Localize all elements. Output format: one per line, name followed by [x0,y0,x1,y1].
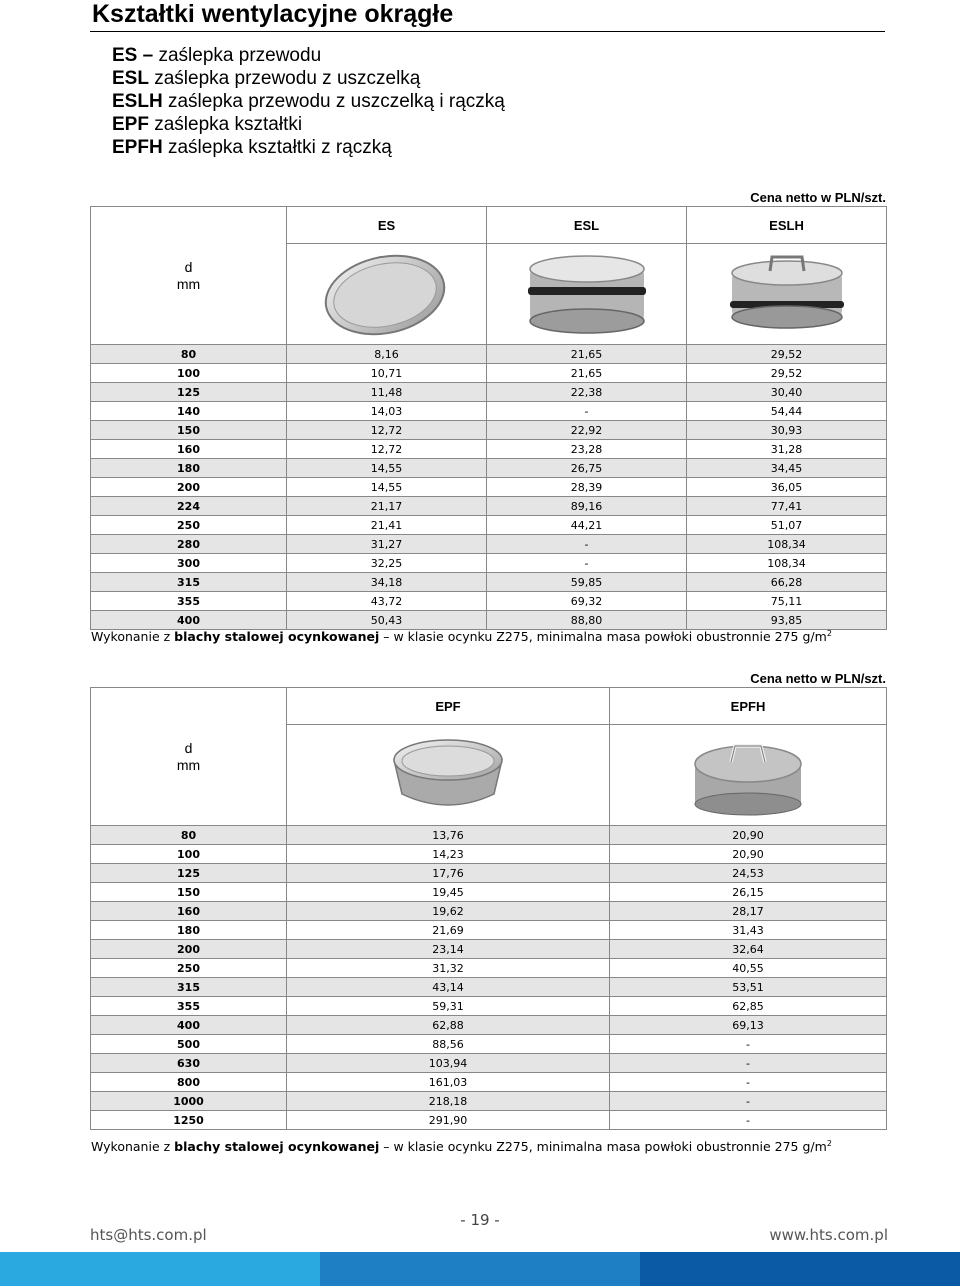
table-row [91,1016,887,1035]
price-cell: 28,39 [487,478,687,497]
table-row [91,402,887,421]
price-table-body [91,688,887,1130]
price-cell: - [487,554,687,573]
price-cell: 66,28 [687,573,887,592]
price-cell: 88,56 [287,1035,610,1054]
table-row [91,1035,887,1054]
price-cell: 32,64 [610,940,887,959]
legend-text: zaślepka przewodu z uszczelką i rączką [162,91,505,112]
table-row [91,1092,887,1111]
footer-color-bar [0,1252,960,1286]
esl-image-cell [487,244,687,345]
table-row [91,421,887,440]
footnote-bold: blachy stalowej ocynkowanej [174,629,380,645]
price-cell: 24,53 [610,864,887,883]
diameter-cell: 355 [91,592,287,611]
table-row [91,345,887,364]
legend-code: ESL [112,68,149,89]
price-cell: 17,76 [287,864,610,883]
table-row [91,978,887,997]
price-cell: - [487,402,687,421]
diameter-cell: 1250 [91,1111,287,1130]
column-header-eslh: ESLH [687,207,887,244]
price-cell: 34,45 [687,459,887,478]
title-divider [90,31,885,32]
table-row [91,902,887,921]
table-row [91,1073,887,1092]
price-cell: 108,34 [687,554,887,573]
table-row [91,826,887,845]
price-cell: 30,93 [687,421,887,440]
table-header-row [91,207,887,244]
diameter-cell: 400 [91,1016,287,1035]
column-header-esl: ESL [487,207,687,244]
price-cell: 291,90 [287,1111,610,1130]
price-note: Cena netto w PLN/szt. [750,190,886,205]
price-cell: 11,48 [287,383,487,402]
price-cell: 21,41 [287,516,487,535]
footnote-post: – w klasie ocynku Z275, minimalna masa powłoki obustronnie 275 g/m [379,1139,827,1155]
price-cell: 8,16 [287,345,487,364]
price-cell: 29,52 [687,364,887,383]
table-row [91,440,887,459]
price-cell: 51,07 [687,516,887,535]
price-cell: 103,94 [287,1054,610,1073]
price-cell: 54,44 [687,402,887,421]
diameter-cell: 150 [91,421,287,440]
epfh-cap-image [683,732,813,818]
diameter-cell: 400 [91,611,287,630]
table-row [91,459,887,478]
diameter-cell: 100 [91,364,287,383]
diameter-cell: 250 [91,516,287,535]
diameter-cell: 224 [91,497,287,516]
table-row [91,1054,887,1073]
price-cell: 44,21 [487,516,687,535]
legend-text: zaślepka przewodu z uszczelką [148,68,421,89]
table-header-row [91,688,887,725]
footer-email[interactable]: hts@hts.com.pl [90,1226,207,1244]
dimension-unit: mm [176,275,201,292]
price-cell: 108,34 [687,535,887,554]
legend-code: EPF [112,114,149,135]
epfh-image-cell [610,725,887,826]
diameter-cell: 125 [91,383,287,402]
price-cell: 30,40 [687,383,887,402]
price-cell: 14,55 [287,459,487,478]
footnote-pre: Wykonanie z [91,1139,175,1155]
price-cell: 19,45 [287,883,610,902]
price-cell: 77,41 [687,497,887,516]
legend-text: zaślepka przewodu [153,45,322,66]
diameter-cell: 315 [91,573,287,592]
footnote-bold: blachy stalowej ocynkowanej [174,1139,380,1155]
diameter-cell: 500 [91,1035,287,1054]
footer-website[interactable]: www.hts.com.pl [769,1226,888,1244]
diameter-cell: 315 [91,978,287,997]
price-cell: - [610,1111,887,1130]
color-bar-segment [320,1252,640,1286]
legend-text: zaślepka kształtki z rączką [162,137,392,158]
price-cell: 21,17 [287,497,487,516]
eslh-cap-image [722,251,852,337]
diameter-cell: 80 [91,826,287,845]
es-image-cell [287,244,487,345]
price-cell: 29,52 [687,345,887,364]
eslh-image-cell [687,244,887,345]
diameter-cell: 100 [91,845,287,864]
legend-code: EPFH [112,137,163,158]
price-cell: 50,43 [287,611,487,630]
material-footnote [91,626,832,644]
price-cell: 10,71 [287,364,487,383]
price-cell: 43,14 [287,978,610,997]
price-cell: - [610,1035,887,1054]
price-cell: 53,51 [610,978,887,997]
table-row [91,497,887,516]
footnote-pre: Wykonanie z [91,629,175,645]
price-cell: 28,17 [610,902,887,921]
price-cell: 34,18 [287,573,487,592]
footnote-sup: 2 [826,629,832,638]
diameter-cell: 160 [91,440,287,459]
diameter-cell: 160 [91,902,287,921]
diameter-cell: 180 [91,459,287,478]
legend-text: zaślepka kształtki [148,114,303,135]
diameter-cell: 80 [91,345,287,364]
price-cell: 88,80 [487,611,687,630]
epf-image-cell [287,725,610,826]
price-cell: 75,11 [687,592,887,611]
page-number: - 19 - [460,1211,500,1229]
price-cell: 12,72 [287,440,487,459]
price-cell: 89,16 [487,497,687,516]
price-cell: 19,62 [287,902,610,921]
es-cap-image [322,251,452,337]
table-row [91,383,887,402]
footnote-post: – w klasie ocynku Z275, minimalna masa powłoki obustronnie 275 g/m [379,629,827,645]
page-title: Kształtki wentylacyjne okrągłe [92,0,454,28]
color-bar-segment [0,1252,320,1286]
price-cell: 14,55 [287,478,487,497]
price-cell: 31,28 [687,440,887,459]
table-row [91,554,887,573]
price-cell: 93,85 [687,611,887,630]
price-cell: 69,32 [487,592,687,611]
diameter-cell: 300 [91,554,287,573]
price-note: Cena netto w PLN/szt. [750,671,886,686]
price-cell: 31,32 [287,959,610,978]
diameter-cell: 250 [91,959,287,978]
table-row [91,364,887,383]
dimension-header [91,688,287,826]
table-row [91,959,887,978]
price-cell: 36,05 [687,478,887,497]
diameter-cell: 280 [91,535,287,554]
price-cell: 62,85 [610,997,887,1016]
diameter-cell: 200 [91,940,287,959]
diameter-cell: 630 [91,1054,287,1073]
price-cell: 161,03 [287,1073,610,1092]
table-row [91,921,887,940]
table-row [91,864,887,883]
dimension-header [91,207,287,345]
diameter-cell: 125 [91,864,287,883]
table-row [91,845,887,864]
dimension-label: d [184,739,193,756]
diameter-cell: 800 [91,1073,287,1092]
price-cell: - [610,1054,887,1073]
table-row [91,535,887,554]
column-header-epfh: EPFH [610,688,887,725]
material-footnote [91,1136,832,1154]
price-cell: 31,27 [287,535,487,554]
price-cell: 12,72 [287,421,487,440]
column-header-epf: EPF [287,688,610,725]
color-bar-segment [640,1252,960,1286]
diameter-cell: 140 [91,402,287,421]
legend-item [112,113,505,136]
table-row [91,478,887,497]
diameter-cell: 1000 [91,1092,287,1111]
price-cell: 20,90 [610,845,887,864]
legend-code: ES – [112,45,154,66]
price-table-es-esl-eslh [90,206,887,630]
diameter-cell: 150 [91,883,287,902]
legend-item [112,136,505,159]
legend-item [112,90,505,113]
price-cell: 218,18 [287,1092,610,1111]
footnote-sup: 2 [826,1139,832,1148]
table-row [91,516,887,535]
price-cell: 21,69 [287,921,610,940]
price-cell: 26,15 [610,883,887,902]
column-header-es: ES [287,207,487,244]
price-cell: 21,65 [487,345,687,364]
price-cell: 59,31 [287,997,610,1016]
table-row [91,997,887,1016]
price-cell: 14,23 [287,845,610,864]
price-cell: 40,55 [610,959,887,978]
price-cell: 31,43 [610,921,887,940]
price-cell: 14,03 [287,402,487,421]
price-cell: 13,76 [287,826,610,845]
price-cell: 23,14 [287,940,610,959]
product-legend [112,44,505,159]
table-row [91,883,887,902]
table-row [91,573,887,592]
price-table-epf-epfh [90,687,887,1130]
price-cell: 62,88 [287,1016,610,1035]
diameter-cell: 355 [91,997,287,1016]
diameter-cell: 180 [91,921,287,940]
price-cell: 32,25 [287,554,487,573]
price-cell: - [610,1073,887,1092]
esl-cap-image [522,251,652,337]
epf-cap-image [388,732,508,818]
price-cell: 69,13 [610,1016,887,1035]
table-row [91,592,887,611]
price-cell: - [487,535,687,554]
table-row [91,940,887,959]
price-cell: 43,72 [287,592,487,611]
table-row [91,1111,887,1130]
price-cell: 20,90 [610,826,887,845]
diameter-cell: 200 [91,478,287,497]
price-cell: 59,85 [487,573,687,592]
price-cell: - [610,1092,887,1111]
dimension-label: d [184,258,193,275]
price-cell: 21,65 [487,364,687,383]
price-cell: 26,75 [487,459,687,478]
price-table-body [91,207,887,630]
price-cell: 22,92 [487,421,687,440]
price-cell: 23,28 [487,440,687,459]
dimension-unit: mm [176,756,201,773]
legend-item [112,67,505,90]
price-cell: 22,38 [487,383,687,402]
legend-code: ESLH [112,91,163,112]
legend-item [112,44,505,67]
